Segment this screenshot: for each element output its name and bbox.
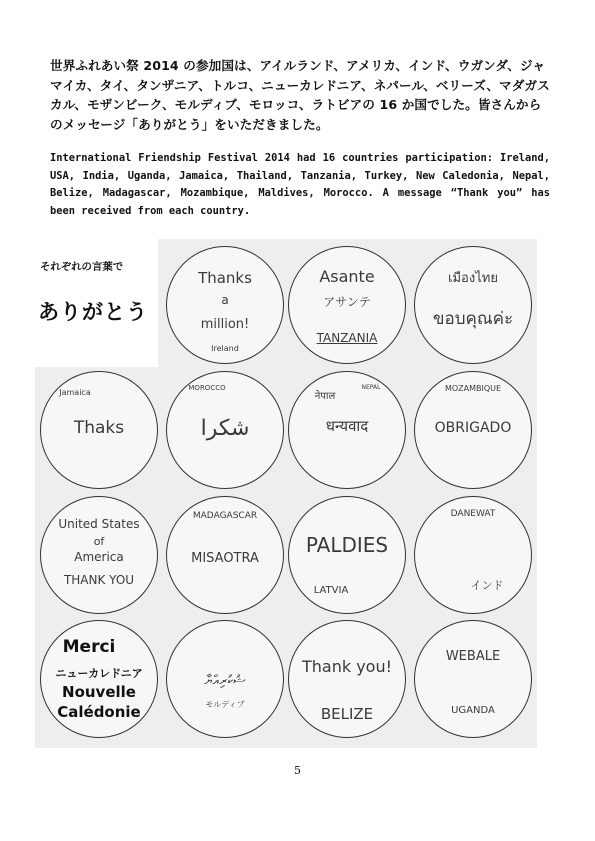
circle-thailand bbox=[414, 246, 532, 364]
circle-nepal bbox=[288, 371, 406, 489]
nepal-country: NEPAL bbox=[361, 384, 381, 391]
india-message: DANEWAT bbox=[450, 509, 496, 519]
usa-line2: of bbox=[93, 535, 105, 548]
mozambique-country: MOZAMBIQUE bbox=[444, 384, 502, 393]
uganda-message: WEBALE bbox=[445, 649, 501, 664]
maldives-message: ޝުކުރިއްޔާ bbox=[204, 673, 246, 689]
maldives-country: モルディブ bbox=[205, 700, 245, 709]
tanzania-line1: Asante bbox=[319, 267, 375, 286]
circle-mozambique bbox=[414, 371, 532, 489]
nepal-line2: धन्यवाद bbox=[325, 417, 369, 435]
belize-line1: Thank you! bbox=[301, 657, 393, 676]
english-intro: International Friendship Festival 2014 had 16 countries participation: Ireland, USA, India, Uganda, Jamaica, Thailand, Tanzania, Turkey, New Caledonia, Nepal, Belize, Madagascar, Mozambique, Maldives, Morocco. A message “Thank you” has been received from each country. bbox=[50, 152, 550, 218]
new-caledonia-line3: Nouvelle bbox=[62, 683, 136, 701]
thailand-line1: เมืองไทย bbox=[448, 271, 498, 286]
circle-ireland bbox=[166, 246, 284, 364]
nepal-line1: नेपाल bbox=[314, 391, 336, 402]
mozambique-message: OBRIGADO bbox=[434, 420, 512, 436]
new-caledonia-line1: Merci bbox=[62, 637, 116, 657]
circle-latvia bbox=[288, 496, 406, 614]
circle-belize bbox=[288, 620, 406, 738]
morocco-message: شكرا bbox=[200, 416, 250, 441]
circle-tanzania bbox=[288, 246, 406, 364]
usa-line4: THANK YOU bbox=[63, 573, 135, 587]
circle-morocco bbox=[166, 371, 284, 489]
ireland-country: Ireland bbox=[211, 344, 239, 353]
ireland-line1: Thanks bbox=[198, 269, 252, 287]
circle-madagascar bbox=[166, 496, 284, 614]
uganda-country: UGANDA bbox=[451, 705, 495, 716]
india-country: インド bbox=[470, 579, 504, 592]
latvia-message: PALDIES bbox=[305, 533, 389, 557]
jamaica-country: Jamaica bbox=[59, 388, 91, 397]
tanzania-line2: アサンテ bbox=[323, 295, 371, 309]
madagascar-country: MADAGASCAR bbox=[192, 511, 258, 521]
circle-uganda bbox=[414, 620, 532, 738]
circle-new-caledonia bbox=[40, 620, 158, 738]
morocco-country: MOROCCO bbox=[188, 384, 226, 392]
circle-india bbox=[414, 496, 532, 614]
circle-jamaica bbox=[40, 371, 158, 489]
circle-maldives bbox=[166, 620, 284, 738]
belize-country: BELIZE bbox=[320, 705, 374, 723]
usa-line3: America bbox=[74, 550, 124, 564]
jamaica-message: Thaks bbox=[73, 418, 125, 438]
ireland-line3: million! bbox=[200, 317, 250, 332]
ireland-line2: a bbox=[221, 293, 229, 307]
madagascar-message: MISAOTRA bbox=[191, 551, 259, 566]
japanese-intro: 世界ふれあい祭 2014 の参加国は、アイルランド、アメリカ、インド、ウガンダ、ジャマイカ、タイ、タンザニア、トルコ、ニューカレドニア、ネパール、ベリーズ、マダガスカル、モザンビーク、モルディブ、モロッコ、ラトビアの 16 か国でした。皆さんからのメッセージ「ありがとう」をいただきました。 bbox=[50, 58, 550, 132]
tanzania-country: TANZANIA bbox=[316, 331, 378, 345]
circle-usa bbox=[40, 496, 158, 614]
heading-large: ありがとう bbox=[38, 300, 148, 324]
heading-small: それぞれの言葉で bbox=[40, 261, 124, 273]
page-number: 5 bbox=[294, 764, 301, 777]
usa-line1: United States bbox=[58, 517, 140, 531]
thailand-line2: ขอบคุณค่ะ bbox=[432, 309, 514, 329]
latvia-country: LATVIA bbox=[313, 585, 349, 596]
new-caledonia-line2: ニューカレドニア bbox=[55, 667, 143, 680]
new-caledonia-line4: Calédonie bbox=[57, 703, 141, 721]
